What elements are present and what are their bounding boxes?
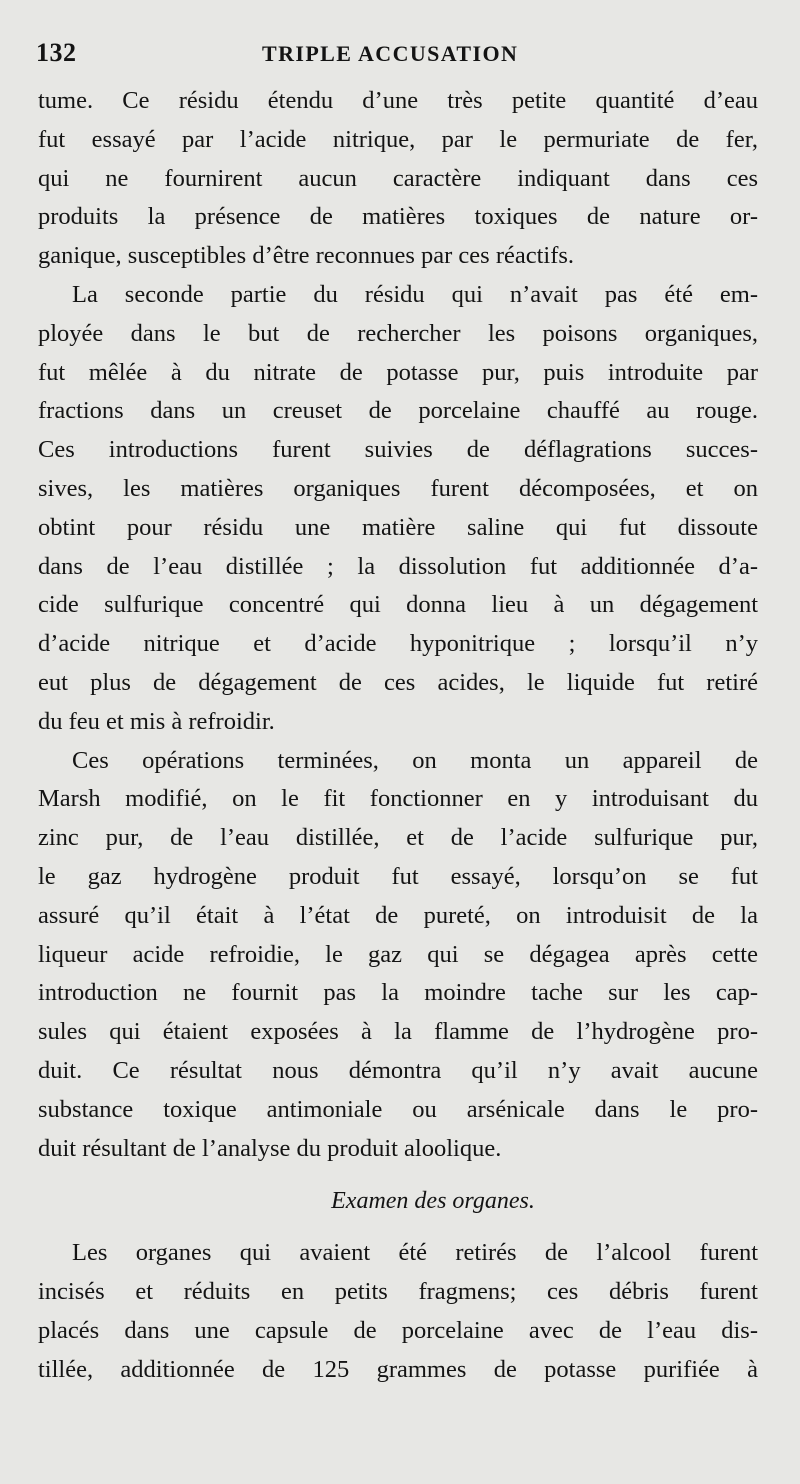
text-line: qui ne fournirent aucun caractère indiquant dans ces <box>38 164 758 192</box>
text-line: obtint pour résidu une matière saline qui fut dissoute <box>38 513 758 541</box>
text-line: liqueur acide refroidie, le gaz qui se dégagea après cette <box>38 940 758 968</box>
text-line: La seconde partie du résidu qui n’avait pas été em- <box>72 280 758 308</box>
paragraph <box>38 82 758 276</box>
text-line: cide sulfurique concentré qui donna lieu à un dégagement <box>38 591 758 619</box>
text-line: ganique, susceptibles d’être reconnues par ces réactifs. <box>38 242 575 270</box>
text-line: Ces introductions furent suivies de déflagrations succes- <box>38 436 758 464</box>
text-line: tume. Ce résidu étendu d’une très petite quantité d’eau <box>38 87 758 114</box>
page-header <box>36 38 756 78</box>
text-line: placés dans une capsule de porcelaine avec de l’eau dis- <box>38 1316 758 1344</box>
text-line: zinc pur, de l’eau distillée, et de l’acide sulfurique pur, <box>38 824 758 852</box>
section-heading: Examen des organes. <box>331 1188 535 1215</box>
text-line: fut mêlée à du nitrate de potasse pur, puis introduite par <box>38 358 758 386</box>
paragraph <box>38 276 758 742</box>
page-number: 132 <box>36 38 77 67</box>
text-line: du feu et mis à refroidir. <box>38 707 275 735</box>
text-line: Les organes qui avaient été retirés de l’alcool furent <box>72 1239 758 1267</box>
paragraph <box>38 742 758 1169</box>
text-line: eut plus de dégagement de ces acides, le liquide fut retiré <box>38 668 758 696</box>
text-line: le gaz hydrogène produit fut essayé, lorsqu’on se fut <box>38 862 758 890</box>
text-line: tillée, additionnée de 125 grammes de potasse purifiée à <box>38 1355 758 1383</box>
text-line: incisés et réduits en petits fragmens; ces débris furent <box>38 1278 758 1306</box>
text-line: fractions dans un creuset de porcelaine chauffé au rouge. <box>38 397 758 425</box>
spacer <box>38 1168 758 1178</box>
running-title: TRIPLE ACCUSATION <box>262 41 519 66</box>
text-line: substance toxique antimoniale ou arsénicale dans le pro- <box>38 1095 758 1123</box>
text-line: produits la présence de matières toxiques de nature or- <box>38 203 758 231</box>
text-line: d’acide nitrique et d’acide hyponitrique ; lorsqu’il n’y <box>38 630 758 658</box>
text-line: fut essayé par l’acide nitrique, par le permuriate de fer, <box>38 125 758 153</box>
text-line: duit. Ce résultat nous démontra qu’il n’y avait aucune <box>38 1056 758 1084</box>
text-line: duit résultant de l’analyse du produit aloolique. <box>38 1134 502 1162</box>
text-line: ployée dans le but de rechercher les poisons organiques, <box>38 319 758 347</box>
text-line: dans de l’eau distillée ; la dissolution fut additionnée d’a- <box>38 552 758 580</box>
text-line: assuré qu’il était à l’état de pureté, on introduisit de la <box>38 901 758 929</box>
text-line: Marsh modifié, on le fit fonctionner en y introduisant du <box>38 785 758 813</box>
spacer <box>38 1224 758 1234</box>
body-text <box>38 82 758 1390</box>
text-line: introduction ne fournit pas la moindre tache sur les cap- <box>38 979 758 1007</box>
text-line: sules qui étaient exposées à la flamme de l’hydrogène pro- <box>38 1018 758 1046</box>
paragraph <box>38 1234 758 1389</box>
text-line: sives, les matières organiques furent décomposées, et on <box>38 474 758 502</box>
text-line: Ces opérations terminées, on monta un appareil de <box>72 746 758 774</box>
